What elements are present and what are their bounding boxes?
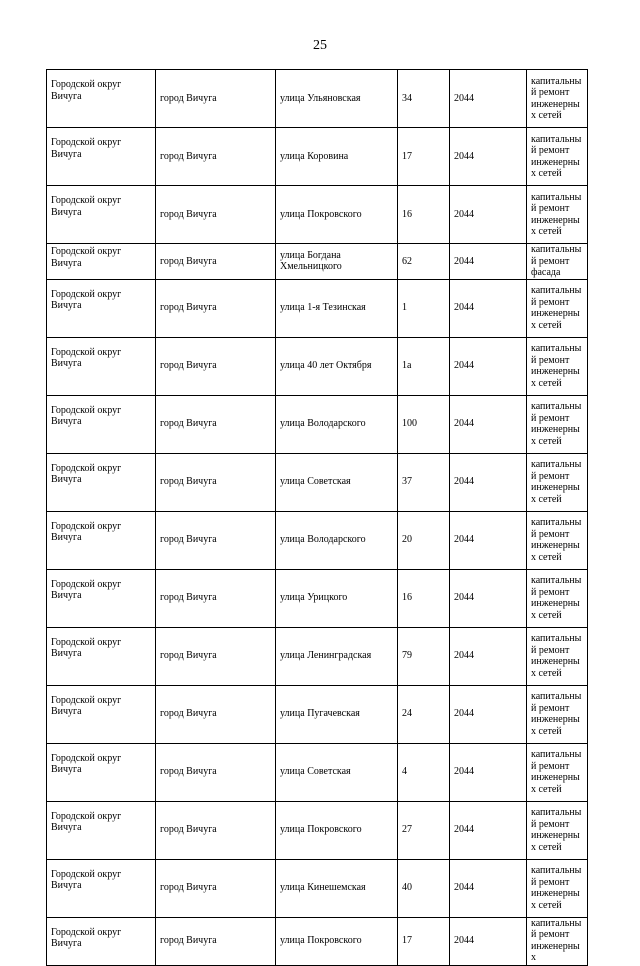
house-cell: 27 [398, 801, 450, 859]
table-row [47, 453, 588, 511]
street-cell: улица Советская [276, 453, 398, 511]
work-type-cell: капитальный ремонт инженерных сетей [527, 337, 588, 395]
street-cell: улица Советская [276, 743, 398, 801]
year-cell: 2044 [450, 511, 527, 569]
district-cell: Городской округ Вичуга [47, 70, 156, 128]
housing-repair-table [46, 69, 588, 966]
street-cell: улица 40 лет Октября [276, 337, 398, 395]
city-cell: город Вичуга [156, 569, 276, 627]
table-row [47, 128, 588, 186]
table-row [47, 917, 588, 965]
page-number: 25 [313, 38, 327, 53]
street-cell: улица Ленинградская [276, 627, 398, 685]
city-cell: город Вичуга [156, 70, 276, 128]
table-row [47, 685, 588, 743]
table-body [47, 70, 588, 966]
year-cell: 2044 [450, 244, 527, 280]
table-row [47, 801, 588, 859]
district-cell: Городской округ Вичуга [47, 801, 156, 859]
year-cell: 2044 [450, 395, 527, 453]
district-cell: Городской округ Вичуга [47, 453, 156, 511]
work-type-cell: капитальный ремонт инженерных сетей [527, 627, 588, 685]
house-cell: 16 [398, 569, 450, 627]
work-type-cell: капитальный ремонт инженерных сетей [527, 128, 588, 186]
year-cell: 2044 [450, 70, 527, 128]
year-cell: 2044 [450, 743, 527, 801]
house-cell: 79 [398, 627, 450, 685]
house-cell: 100 [398, 395, 450, 453]
year-cell: 2044 [450, 685, 527, 743]
district-cell: Городской округ Вичуга [47, 627, 156, 685]
street-cell: улица 1-я Тезинская [276, 279, 398, 337]
year-cell: 2044 [450, 801, 527, 859]
house-cell: 20 [398, 511, 450, 569]
street-cell: улица Покровского [276, 186, 398, 244]
city-cell: город Вичуга [156, 453, 276, 511]
table-row [47, 395, 588, 453]
work-type-cell: капитальный ремонт инженерных сетей [527, 511, 588, 569]
table-row [47, 859, 588, 917]
year-cell: 2044 [450, 917, 527, 965]
year-cell: 2044 [450, 128, 527, 186]
house-cell: 34 [398, 70, 450, 128]
house-cell: 17 [398, 917, 450, 965]
work-type-cell: капитальный ремонт инженерных сетей [527, 453, 588, 511]
work-type-cell: капитальный ремонт фасада [527, 244, 588, 280]
street-cell: улица Кинешемская [276, 859, 398, 917]
work-type-cell: капитальный ремонт инженерных сетей [527, 569, 588, 627]
year-cell: 2044 [450, 337, 527, 395]
year-cell: 2044 [450, 859, 527, 917]
city-cell: город Вичуга [156, 743, 276, 801]
street-cell: улица Ульяновская [276, 70, 398, 128]
street-cell: улица Коровина [276, 128, 398, 186]
work-type-cell: капитальный ремонт инженерных сетей [527, 859, 588, 917]
work-type-cell: капитальный ремонт инженерных сетей [527, 685, 588, 743]
district-cell: Городской округ Вичуга [47, 917, 156, 965]
district-cell: Городской округ Вичуга [47, 511, 156, 569]
work-type-cell: капитальный ремонт инженерных [527, 917, 588, 965]
street-cell: улица Пугачевская [276, 685, 398, 743]
city-cell: город Вичуга [156, 685, 276, 743]
street-cell: улица Покровского [276, 917, 398, 965]
city-cell: город Вичуга [156, 337, 276, 395]
city-cell: город Вичуга [156, 128, 276, 186]
table-row [47, 70, 588, 128]
city-cell: город Вичуга [156, 859, 276, 917]
district-cell: Городской округ Вичуга [47, 395, 156, 453]
street-cell: улица Богдана Хмельницкого [276, 244, 398, 280]
city-cell: город Вичуга [156, 279, 276, 337]
work-type-cell: капитальный ремонт инженерных сетей [527, 743, 588, 801]
district-cell: Городской округ Вичуга [47, 279, 156, 337]
house-cell: 40 [398, 859, 450, 917]
year-cell: 2044 [450, 453, 527, 511]
table-row [47, 511, 588, 569]
district-cell: Городской округ Вичуга [47, 244, 156, 280]
district-cell: Городской округ Вичуга [47, 743, 156, 801]
year-cell: 2044 [450, 569, 527, 627]
table-row [47, 186, 588, 244]
city-cell: город Вичуга [156, 511, 276, 569]
district-cell: Городской округ Вичуга [47, 685, 156, 743]
city-cell: город Вичуга [156, 627, 276, 685]
house-cell: 1а [398, 337, 450, 395]
street-cell: улица Володарского [276, 395, 398, 453]
house-cell: 24 [398, 685, 450, 743]
district-cell: Городской округ Вичуга [47, 337, 156, 395]
district-cell: Городской округ Вичуга [47, 186, 156, 244]
table-row [47, 743, 588, 801]
street-cell: улица Покровского [276, 801, 398, 859]
year-cell: 2044 [450, 186, 527, 244]
house-cell: 17 [398, 128, 450, 186]
city-cell: город Вичуга [156, 801, 276, 859]
house-cell: 37 [398, 453, 450, 511]
table-row [47, 627, 588, 685]
city-cell: город Вичуга [156, 244, 276, 280]
work-type-cell: капитальный ремонт инженерных сетей [527, 186, 588, 244]
work-type-cell: капитальный ремонт инженерных сетей [527, 801, 588, 859]
house-cell: 1 [398, 279, 450, 337]
year-cell: 2044 [450, 627, 527, 685]
city-cell: город Вичуга [156, 186, 276, 244]
district-cell: Городской округ Вичуга [47, 859, 156, 917]
house-cell: 16 [398, 186, 450, 244]
city-cell: город Вичуга [156, 395, 276, 453]
street-cell: улица Урицкого [276, 569, 398, 627]
district-cell: Городской округ Вичуга [47, 569, 156, 627]
table-row [47, 337, 588, 395]
table-row [47, 569, 588, 627]
table-row [47, 279, 588, 337]
work-type-cell: капитальный ремонт инженерных сетей [527, 279, 588, 337]
district-cell: Городской округ Вичуга [47, 128, 156, 186]
work-type-cell: капитальный ремонт инженерных сетей [527, 395, 588, 453]
house-cell: 62 [398, 244, 450, 280]
year-cell: 2044 [450, 279, 527, 337]
work-type-cell: капитальный ремонт инженерных сетей [527, 70, 588, 128]
street-cell: улица Володарского [276, 511, 398, 569]
table-row [47, 244, 588, 280]
house-cell: 4 [398, 743, 450, 801]
city-cell: город Вичуга [156, 917, 276, 965]
